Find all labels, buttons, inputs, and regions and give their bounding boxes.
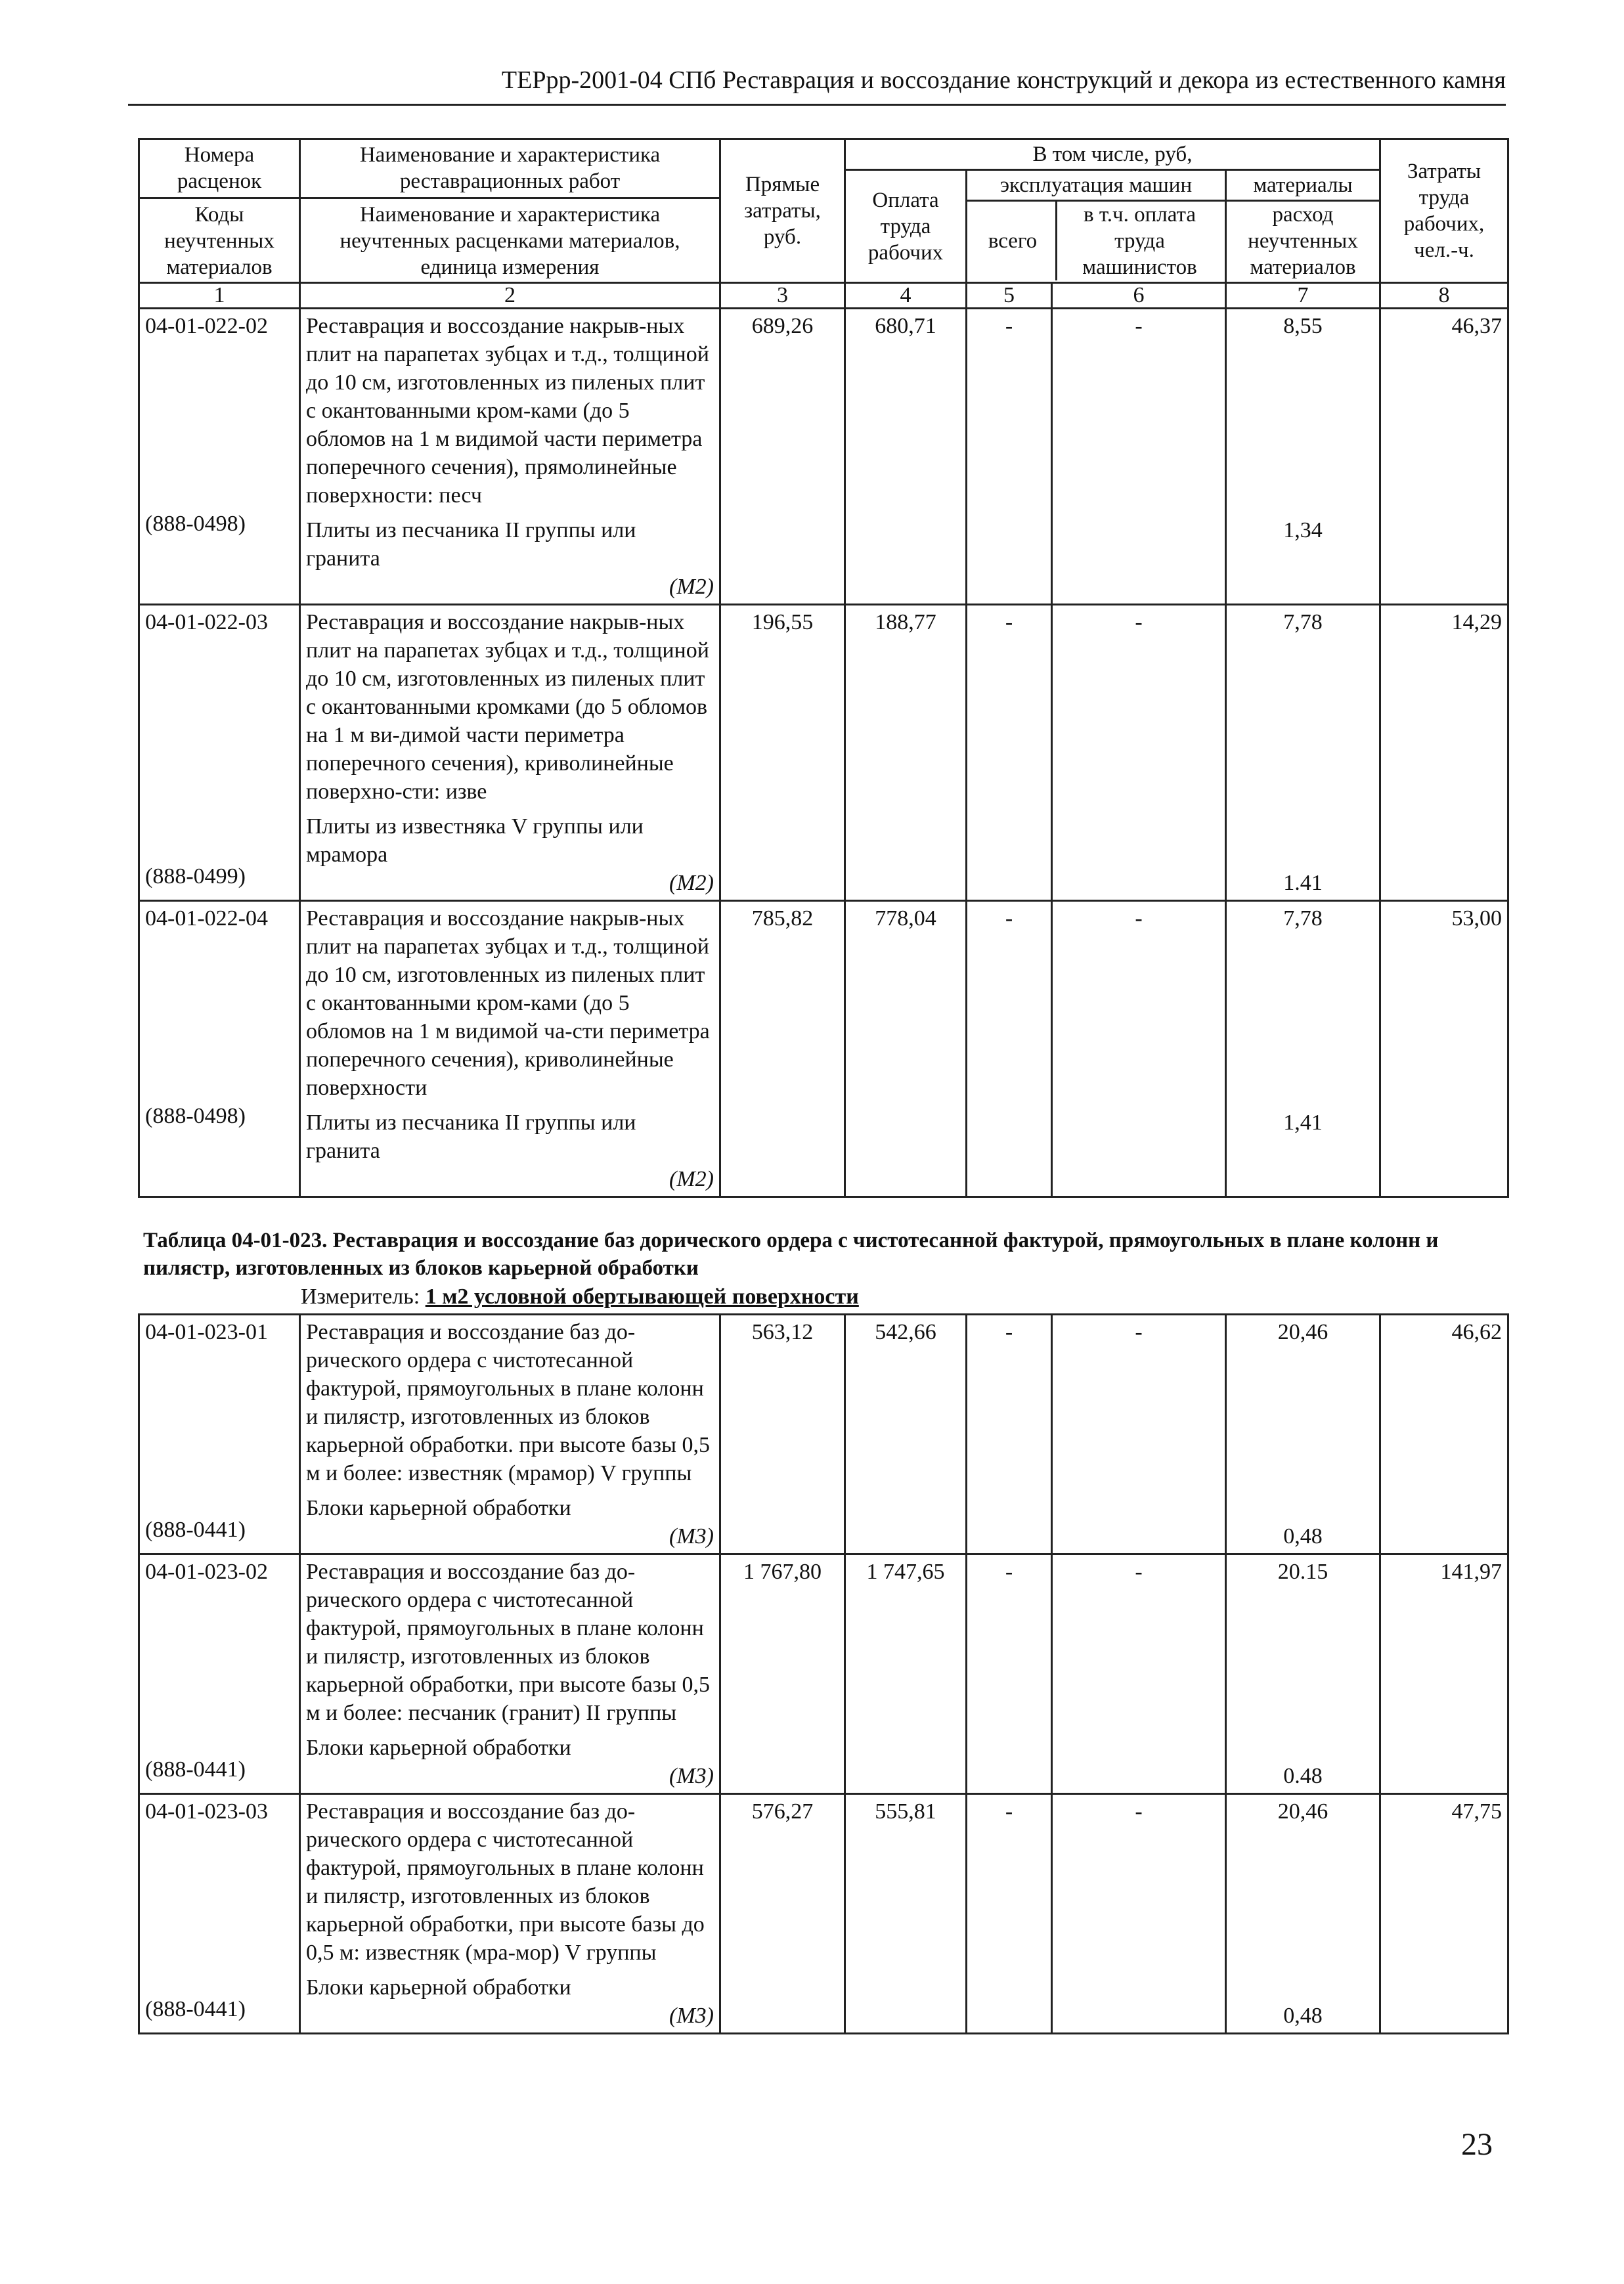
rate-description-cell [300, 1794, 720, 2034]
labor-cost: 778,04 [845, 901, 967, 1197]
material-description: Плиты из песчаника II группы или гранита [306, 1110, 636, 1163]
rate-description-cell [300, 1554, 720, 1794]
labor-cost: 188,77 [845, 605, 967, 901]
rate-description-cell [300, 1315, 720, 1554]
materials-cost: 7,78 1.41 [1226, 605, 1380, 901]
col-header-codes: Номера расценок Коды неучтенных материалов [139, 139, 300, 283]
material-quantity: 0,48 [1283, 1524, 1323, 1548]
direct-cost: 1 767,80 [720, 1554, 845, 1794]
machines-total: - [967, 1315, 1052, 1554]
rate-description: Реставрация и воссоздание накрыв-ных плит на парапетах зубцах и т.д., толщиной до 10 см, изготовленных из пиленых плит с окантованными кромками (до 5 обломов на 1 м ви-димой части периметра поперечного сечения), криволинейные поверхно-сти: изве [306, 610, 709, 804]
rate-description: Реставрация и воссоздание накрыв-ных плит на парапетах зубцах и т.д., толщиной до 10 см, изготовленных из пиленых плит с окантованными кром-ками (до 5 обломов на 1 м видимой части периметра поперечного сечения), прямолинейные поверхности: песч [306, 314, 709, 508]
material-quantity: 0,48 [1283, 2004, 1323, 2028]
machinists-pay: - [1052, 1554, 1226, 1794]
rate-description-cell [300, 901, 720, 1197]
rate-code: 04-01-022-04 [145, 906, 268, 931]
column-numbers: 1 2 3 4 5 6 7 8 [139, 283, 1508, 309]
material-unit: (М3) [669, 1764, 714, 1788]
direct-cost: 689,26 [720, 309, 845, 605]
col-header-direct: Прямые затраты, руб. [720, 139, 845, 283]
material-code: (888-0441) [145, 1518, 246, 1542]
material-description: Блоки карьерной обработки [306, 1975, 571, 2000]
machinists-pay: - [1052, 901, 1226, 1197]
page-number: 23 [1461, 2127, 1493, 2162]
material-quantity: 1,34 [1283, 518, 1323, 542]
material-description: Блоки карьерной обработки [306, 1736, 571, 1760]
materials-cost: 20.15 0.48 [1226, 1554, 1380, 1794]
labor-hours: 47,75 [1380, 1794, 1508, 2034]
table-row [139, 309, 1508, 605]
machines-total: - [967, 1554, 1052, 1794]
col-header-machines: эксплуатация машин всего в т.ч. оплата труда машинистов [967, 170, 1226, 283]
material-quantity: 1.41 [1283, 871, 1323, 895]
labor-cost: 555,81 [845, 1794, 967, 2034]
table-row [139, 1554, 1508, 1794]
labor-hours: 46,37 [1380, 309, 1508, 605]
machinists-pay: - [1052, 605, 1226, 901]
machines-total: - [967, 309, 1052, 605]
table-caption: Таблица 04-01-023. Реставрация и воссоздание баз дорического ордера с чистотесанной фактурой, прямоугольных в плане колонн и пилястр, изготовленных из блоков карьерной обработки [143, 1229, 1439, 1280]
rate-code-cell [139, 1794, 300, 2034]
machinists-pay: - [1052, 309, 1226, 605]
labor-hours: 46,62 [1380, 1315, 1508, 1554]
materials-cost: 20,46 0,48 [1226, 1315, 1380, 1554]
rate-code-cell [139, 1315, 300, 1554]
col-header-group: В том числе, руб, [845, 139, 1380, 170]
rate-code: 04-01-023-01 [145, 1320, 268, 1344]
table-row [139, 1315, 1508, 1554]
rate-code: 04-01-022-03 [145, 610, 268, 634]
measure-line: Измеритель: 1 м2 условной обертывающей поверхности [301, 1285, 859, 1309]
col-header-materials: материалы расход неучтенных материалов [1226, 170, 1380, 283]
materials-cost: 7,78 1,41 [1226, 901, 1380, 1197]
table-row [139, 901, 1508, 1197]
rate-description-cell [300, 605, 720, 901]
rate-code-cell [139, 605, 300, 901]
rate-description: Реставрация и воссоздание баз до-рического ордера с чистотесанной фактурой, прямоугольных в плане колонн и пилястр, изготовленных из блоков карьерной обработки, при высоте базы 0,5 м и более: песчаник (гранит) II группы [306, 1560, 710, 1725]
direct-cost: 196,55 [720, 605, 845, 901]
material-code: (888-0441) [145, 1757, 246, 1782]
rate-code: 04-01-023-03 [145, 1799, 268, 1824]
machinists-pay: - [1052, 1794, 1226, 2034]
labor-cost: 1 747,65 [845, 1554, 967, 1794]
rate-description: Реставрация и воссоздание накрыв-ных плит на парапетах зубцах и т.д., толщиной до 10 см, изготовленных из пиленых плит с окантованными кром-ками (до 5 обломов на 1 м видимой ча-сти периметра поперечного сечения), криволинейные поверхности [306, 906, 710, 1100]
direct-cost: 785,82 [720, 901, 845, 1197]
material-quantity: 0.48 [1283, 1764, 1323, 1788]
machines-total: - [967, 605, 1052, 901]
col-header-labor: Оплата труда рабочих [845, 170, 967, 283]
labor-cost: 680,71 [845, 309, 967, 605]
machinists-pay: - [1052, 1315, 1226, 1554]
material-unit: (М2) [669, 871, 714, 895]
rate-description-cell [300, 309, 720, 605]
materials-cost: 20,46 0,48 [1226, 1794, 1380, 2034]
material-unit: (М2) [669, 1167, 714, 1191]
material-code: (888-0498) [145, 1104, 246, 1128]
material-unit: (М2) [669, 575, 714, 599]
material-description: Плиты из известняка V группы или мрамора [306, 814, 644, 867]
table-row [139, 605, 1508, 901]
rates-table-bottom [138, 1313, 1509, 2034]
material-code: (888-0441) [145, 1997, 246, 2021]
direct-cost: 563,12 [720, 1315, 845, 1554]
rate-description: Реставрация и воссоздание баз до-рического ордера с чистотесанной фактурой, прямоугольных в плане колонн и пилястр, изготовленных из блоков карьерной обработки, при высоте базы до 0,5 м: известняк (мра-мор) V группы [306, 1799, 705, 1965]
labor-cost: 542,66 [845, 1315, 967, 1554]
material-code: (888-0499) [145, 864, 246, 889]
table-row [139, 1794, 1508, 2034]
labor-hours: 141,97 [1380, 1554, 1508, 1794]
rate-code: 04-01-023-02 [145, 1560, 268, 1584]
labor-hours: 14,29 [1380, 605, 1508, 901]
direct-cost: 576,27 [720, 1794, 845, 2034]
machines-total: - [967, 901, 1052, 1197]
material-unit: (М3) [669, 1524, 714, 1548]
material-description: Плиты из песчаника II группы или гранита [306, 518, 636, 571]
material-description: Блоки карьерной обработки [306, 1496, 571, 1520]
rates-table-top [138, 138, 1509, 1198]
rate-description: Реставрация и воссоздание баз до-рического ордера с чистотесанной фактурой, прямоугольных в плане колонн и пилястр, изготовленных из блоков карьерной обработки. при высоте базы 0,5 м и более: известняк (мрамор) V группы [306, 1320, 710, 1485]
material-unit: (М3) [669, 2004, 714, 2028]
running-header: ТЕРрр-2001-04 СПб Реставрация и воссоздание конструкций и декора из естественного камня [128, 60, 1506, 106]
machines-total: - [967, 1794, 1052, 2034]
rate-code-cell [139, 309, 300, 605]
rate-code-cell [139, 901, 300, 1197]
col-header-name: Наименование и характеристика реставрационных работ Наименование и характеристика неучтенных расценками материалов, единица измерения [300, 139, 720, 283]
material-code: (888-0498) [145, 512, 246, 536]
col-header-hours: Затраты труда рабочих, чел.-ч. [1380, 139, 1508, 283]
rate-code-cell [139, 1554, 300, 1794]
labor-hours: 53,00 [1380, 901, 1508, 1197]
materials-cost: 8,55 1,34 [1226, 309, 1380, 605]
material-quantity: 1,41 [1283, 1110, 1323, 1135]
rate-code: 04-01-022-02 [145, 314, 268, 338]
